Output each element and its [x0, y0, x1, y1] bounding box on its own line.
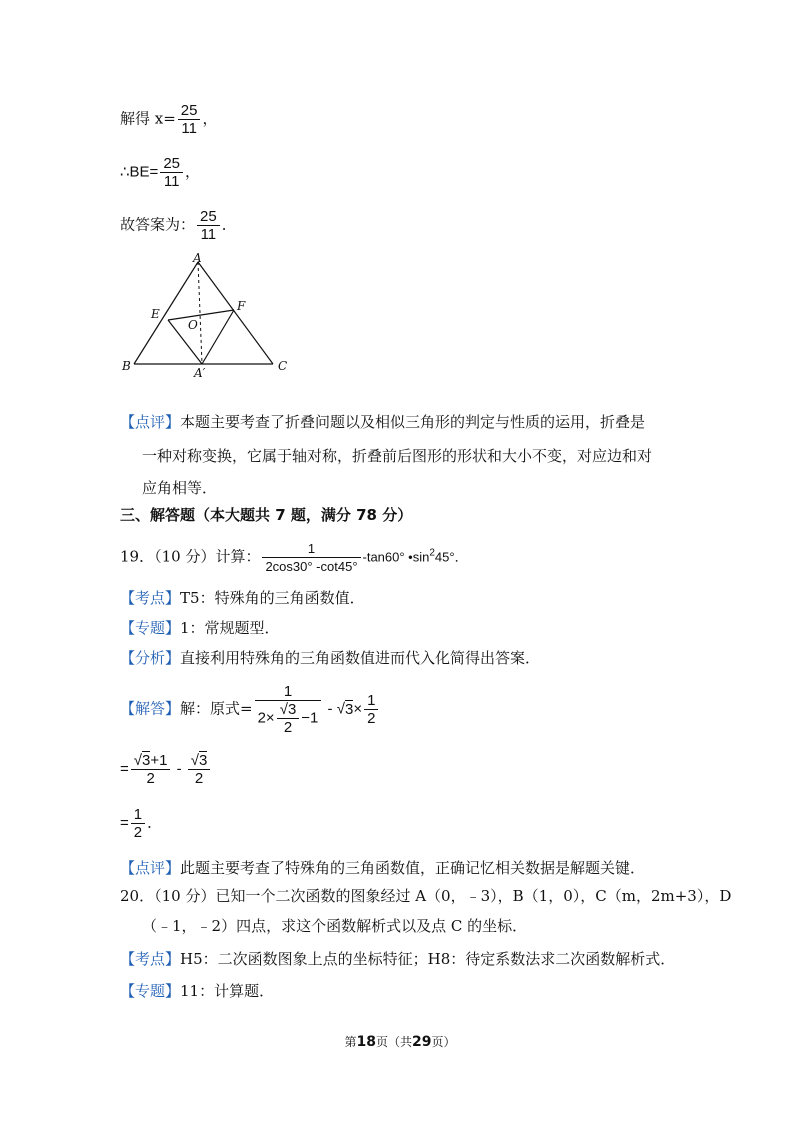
radicand: 3 [199, 752, 208, 769]
review-line-1 [120, 412, 645, 432]
q19-solution-step3 [120, 806, 162, 841]
q20-zhuanti [120, 981, 274, 1001]
zhuanti-tag: 【专题】 [120, 982, 181, 1000]
footer-text: 页） [431, 1035, 456, 1049]
fraction [188, 752, 211, 787]
q19-review [120, 858, 645, 878]
label-a-prime: A′ [194, 366, 206, 377]
expression-rest: -tan60° •sin [362, 549, 430, 565]
text: ∴BE= [120, 163, 159, 181]
denominator: 11 [200, 226, 217, 243]
jieda-tag: 【解答】 [120, 699, 181, 718]
question-prefix: 19．（10 分）计算： [120, 547, 261, 566]
plus-one: +1 [150, 752, 168, 769]
denominator: 2 [146, 770, 155, 787]
kaodian-tag: 【考点】 [120, 589, 181, 607]
period: ． [147, 814, 163, 832]
fenxi-tag: 【分析】 [120, 649, 181, 667]
section-title-text: 三、解答题（本大题共 7 题，满分 78 分） [120, 506, 413, 524]
inner-fraction [277, 701, 300, 736]
half-fraction [364, 692, 378, 727]
text: ． [221, 215, 237, 234]
total-pages: 29 [412, 1034, 432, 1050]
denominator: 11 [181, 120, 197, 137]
fraction [262, 540, 360, 575]
numerator: √3+1 [131, 752, 171, 770]
review-tag: 【点评】 [120, 413, 181, 431]
q19-solution-step2 [120, 752, 212, 787]
text: 解得 x= [120, 109, 176, 128]
review-text: 本题主要考查了折叠问题以及相似三角形的判定与性质的运用，折叠是 [180, 413, 646, 431]
q19-kaodian [120, 588, 365, 608]
equals: = [120, 814, 129, 832]
inner-denominator: 2 [283, 719, 293, 736]
review-text: 一种对称变换，它属于轴对称，折叠前后图形的形状和大小不变，对应边和对 [142, 447, 653, 465]
label-e: E [151, 307, 160, 321]
denominator [255, 701, 322, 736]
footer-text: 第 [344, 1035, 357, 1049]
side-ac [198, 262, 273, 364]
den-post: −1 [301, 709, 319, 727]
section-title [120, 505, 412, 525]
label-c: C [278, 359, 288, 373]
solution-prefix: 解：原式= [180, 699, 253, 718]
denominator: 2 [133, 824, 143, 841]
inner-numerator: √3 [277, 701, 300, 719]
review-tag: 【点评】 [120, 859, 181, 877]
denominator: 2 [194, 770, 204, 787]
expression-end: 45°． [434, 549, 468, 565]
q19-solution-step1 [120, 683, 380, 736]
zhuanti-tag: 【专题】 [120, 619, 181, 637]
numerator: √3 [188, 752, 211, 770]
equals: = [120, 760, 129, 778]
q19-zhuanti [120, 618, 280, 638]
fraction [131, 752, 171, 787]
fraction [197, 208, 220, 243]
kaodian-text: H5：二次函数图象上点的坐标特征；H8：待定系数法求二次函数解析式． [180, 950, 676, 968]
review-text: 此题主要考查了特殊角的三角函数值，正确记忆相关数据是解题关键． [180, 859, 646, 877]
question-text: 20．（10 分）已知一个二次函数的图象经过 A（0，﹣3），B（1，0），C（m，2m+3），D [120, 887, 732, 905]
numerator: 1 [364, 692, 378, 710]
numerator: 25 [178, 102, 201, 120]
be-line [120, 155, 200, 190]
segment-fa-prime [202, 310, 234, 364]
zhuanti-text: 1：常规题型． [180, 619, 280, 637]
label-a: A [193, 252, 202, 265]
zhuanti-text: 11：计算题． [180, 982, 275, 1000]
denominator: 11 [163, 173, 180, 190]
fraction [160, 155, 183, 190]
text: 故答案为： [120, 215, 196, 234]
review-text: 应角相等． [142, 479, 218, 497]
text: ， [185, 163, 201, 181]
label-f: F [237, 299, 246, 313]
sqrt-three: √3 [336, 700, 354, 718]
answer-line [120, 208, 237, 243]
question-20-line-2 [142, 916, 527, 936]
footer-text: 页（共 [375, 1035, 412, 1049]
page-footer [0, 1033, 800, 1050]
numerator: 25 [160, 155, 183, 173]
exponent: 2 [429, 547, 435, 559]
denominator: 2cos30° -cot45° [265, 559, 358, 574]
fenxi-text: 直接利用特殊角的三角函数值进而代入化简得出答案． [180, 649, 541, 667]
denominator: 2 [367, 710, 376, 727]
q20-kaodian [120, 949, 675, 969]
question-20-line-1 [120, 886, 731, 906]
solution-x-line [120, 102, 218, 137]
question-19 [120, 540, 468, 575]
text: ， [202, 109, 218, 128]
den-pre: 2× [257, 709, 275, 727]
question-text: （﹣1，﹣2）四点，求这个函数解析式以及点 C 的坐标． [142, 917, 528, 935]
numerator: 1 [131, 806, 145, 824]
label-o: O [188, 318, 198, 332]
segment-ef [168, 310, 234, 320]
numerator: 25 [197, 208, 220, 226]
dashed-aa-prime [198, 262, 202, 364]
radicand: 3 [287, 701, 297, 718]
triangle-figure [118, 252, 298, 377]
page-number: 18 [356, 1034, 376, 1050]
times: × [353, 700, 363, 718]
review-line-3 [142, 478, 217, 498]
kaodian-text: T5：特殊角的三角函数值． [180, 589, 365, 607]
numerator: 1 [262, 540, 360, 558]
fraction [178, 102, 201, 137]
label-b: B [122, 359, 131, 373]
side-ab [134, 262, 198, 364]
numerator: 1 [255, 683, 322, 701]
kaodian-tag: 【考点】 [120, 950, 181, 968]
review-line-2 [142, 446, 652, 466]
big-fraction [255, 683, 322, 736]
minus: - [172, 760, 186, 778]
q19-fenxi [120, 648, 540, 668]
minus: - [323, 700, 337, 718]
radicand: 3 [344, 700, 354, 718]
fraction [131, 806, 145, 841]
radicand: 3 [142, 752, 151, 769]
